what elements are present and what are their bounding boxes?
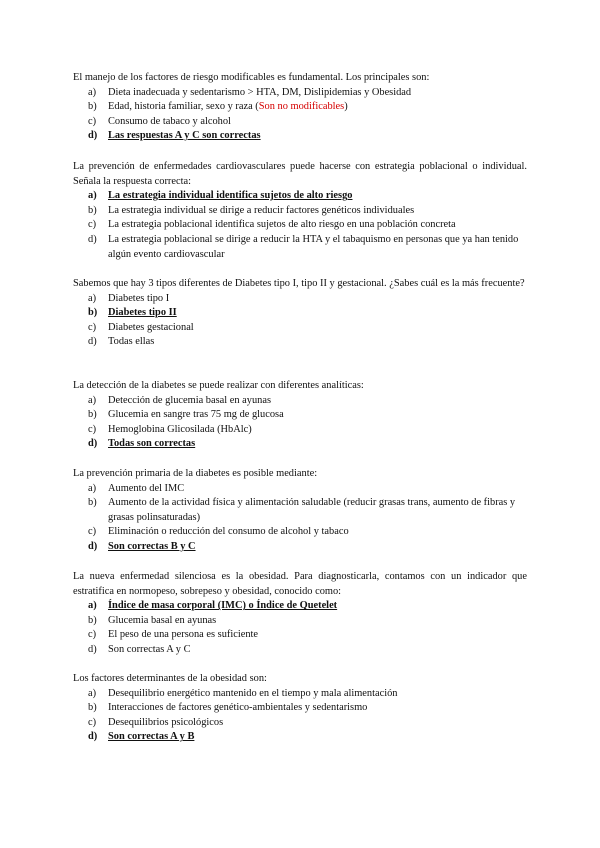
question-stem: Los factores determinantes de la obesidad son:: [73, 673, 267, 684]
option-letter: a): [88, 687, 97, 699]
option-letter: b): [88, 702, 97, 714]
option-d: [73, 335, 527, 350]
option-letter: b): [88, 497, 97, 509]
option-c: [73, 628, 527, 643]
option-suffix: ): [344, 101, 348, 113]
option-letter: d): [88, 643, 97, 655]
question-4: [73, 379, 527, 452]
option-text: Edad, historia familiar, sexo y raza (: [108, 101, 259, 113]
option-letter: d): [88, 130, 98, 142]
option-a: [73, 292, 527, 307]
option-b-correct: [73, 306, 527, 321]
option-b: [73, 408, 527, 423]
option-list: [73, 86, 527, 144]
option-c: [73, 525, 527, 540]
option-letter: b): [88, 307, 98, 319]
question-1: [73, 71, 527, 144]
option-list: [73, 482, 527, 555]
option-letter: c): [88, 526, 97, 538]
question-5: [73, 467, 527, 555]
option-a: [73, 687, 527, 702]
option-letter: c): [88, 423, 97, 435]
option-text: Aumento de la actividad física y alimentación saludable (reducir grasas trans, aumento de fibras y grasas polinsaturadas): [108, 497, 516, 523]
option-b: [73, 701, 527, 716]
option-a: [73, 394, 527, 409]
option-text: Índice de masa corporal (IMC) o Índice de Quetelet: [108, 600, 338, 612]
option-c: [73, 716, 527, 731]
option-text: Dieta inadecuada y sedentarismo > HTA, DM, Dislipidemias y Obesidad: [108, 86, 412, 98]
option-b: [73, 100, 527, 115]
option-letter: d): [88, 438, 98, 450]
option-c: [73, 423, 527, 438]
option-list: [73, 687, 527, 745]
option-a-correct: [73, 599, 527, 614]
option-text: La estrategia poblacional se dirige a reducir la HTA y el tabaquismo en personas que ya han tenido algún evento cardiovascular: [108, 233, 519, 260]
option-letter: a): [88, 600, 97, 612]
option-text: Hemoglobina Glicosilada (HbAlc): [108, 423, 252, 435]
option-b: [73, 204, 527, 219]
option-a: [73, 86, 527, 101]
option-d-correct: [73, 730, 527, 745]
option-list: [73, 292, 527, 350]
option-text: Todas ellas: [108, 336, 155, 348]
option-letter: b): [88, 204, 97, 216]
option-b: [73, 614, 527, 629]
option-text: La estrategia poblacional identifica sujetos de alto riesgo en una población concreta: [108, 219, 456, 231]
question-stem: La prevención de enfermedades cardiovasculares puede hacerse con estrategia poblacional o individual. Señala la respuesta correcta:: [73, 161, 527, 187]
option-note: Son no modificables: [258, 101, 345, 113]
option-letter: c): [88, 219, 97, 231]
option-letter: b): [88, 101, 97, 113]
option-d-correct: [73, 437, 527, 452]
question-stem: La prevención primaria de la diabetes es posible mediante:: [73, 468, 318, 479]
option-c: [73, 115, 527, 130]
option-letter: a): [88, 86, 97, 98]
option-text: Consumo de tabaco y alcohol: [108, 115, 231, 127]
option-text: Detección de glucemia basal en ayunas: [108, 394, 272, 406]
option-letter: d): [88, 233, 97, 245]
option-letter: a): [88, 190, 97, 202]
option-text: Desequilibrio energético mantenido en el tiempo y mala alimentación: [108, 687, 398, 699]
option-text: Todas son correctas: [108, 438, 196, 450]
question-stem: La detección de la diabetes se puede realizar con diferentes analíticas:: [73, 380, 364, 391]
question-stem: La nueva enfermedad silenciosa es la obesidad. Para diagnosticarla, contamos con un indicador que estratifica en normopeso, sobrepeso y obesidad, conocido como:: [73, 571, 527, 597]
option-letter: a): [88, 394, 97, 406]
option-text: Glucemia basal en ayunas: [108, 614, 217, 626]
option-a-correct: [73, 189, 527, 204]
option-text: El peso de una persona es suficiente: [108, 629, 259, 641]
option-letter: c): [88, 629, 97, 641]
option-list: [73, 599, 527, 657]
option-d: [73, 233, 527, 262]
option-text: Las respuestas A y C son correctas: [108, 130, 261, 142]
option-d-correct: [73, 129, 527, 144]
option-text: Son correctas A y C: [108, 643, 191, 655]
option-text: La estrategia individual se dirige a reducir factores genéticos individuales: [108, 204, 415, 216]
option-text: Diabetes tipo I: [108, 292, 170, 304]
option-d-correct: [73, 540, 527, 555]
option-list: [73, 189, 527, 262]
option-b: [73, 496, 527, 525]
option-c: [73, 321, 527, 336]
option-text: Diabetes tipo II: [108, 307, 177, 319]
option-letter: a): [88, 292, 97, 304]
question-2: [73, 160, 527, 262]
option-text: Desequilibrios psicológicos: [108, 716, 224, 728]
option-letter: d): [88, 540, 98, 552]
option-list: [73, 394, 527, 452]
option-letter: c): [88, 716, 97, 728]
option-letter: c): [88, 115, 97, 127]
question-7: [73, 672, 527, 745]
option-text: Aumento del IMC: [108, 482, 185, 494]
option-text: Glucemia en sangre tras 75 mg de glucosa: [108, 409, 284, 421]
option-letter: c): [88, 321, 97, 333]
option-letter: d): [88, 731, 98, 743]
option-letter: a): [88, 482, 97, 494]
option-text: Diabetes gestacional: [108, 321, 194, 333]
question-stem: Sabemos que hay 3 tipos diferentes de Diabetes tipo I, tipo II y gestacional. ¿Sabes cuál es la más frecuente?: [73, 278, 525, 289]
option-text: La estrategia individual identifica sujetos de alto riesgo: [108, 190, 353, 202]
option-text: Eliminación o reducción del consumo de alcohol y tabaco: [108, 526, 349, 538]
option-text: Interacciones de factores genético-ambientales y sedentarismo: [108, 702, 368, 714]
option-a: [73, 482, 527, 497]
question-3: [73, 277, 527, 350]
option-text: Son correctas A y B: [108, 731, 195, 743]
question-stem: El manejo de los factores de riesgo modificables es fundamental. Los principales son:: [73, 72, 430, 83]
option-letter: b): [88, 614, 97, 626]
option-d: [73, 643, 527, 658]
option-text: Son correctas B y C: [108, 540, 196, 552]
question-6: [73, 570, 527, 658]
option-letter: b): [88, 409, 97, 421]
option-c: [73, 218, 527, 233]
option-letter: d): [88, 336, 97, 348]
